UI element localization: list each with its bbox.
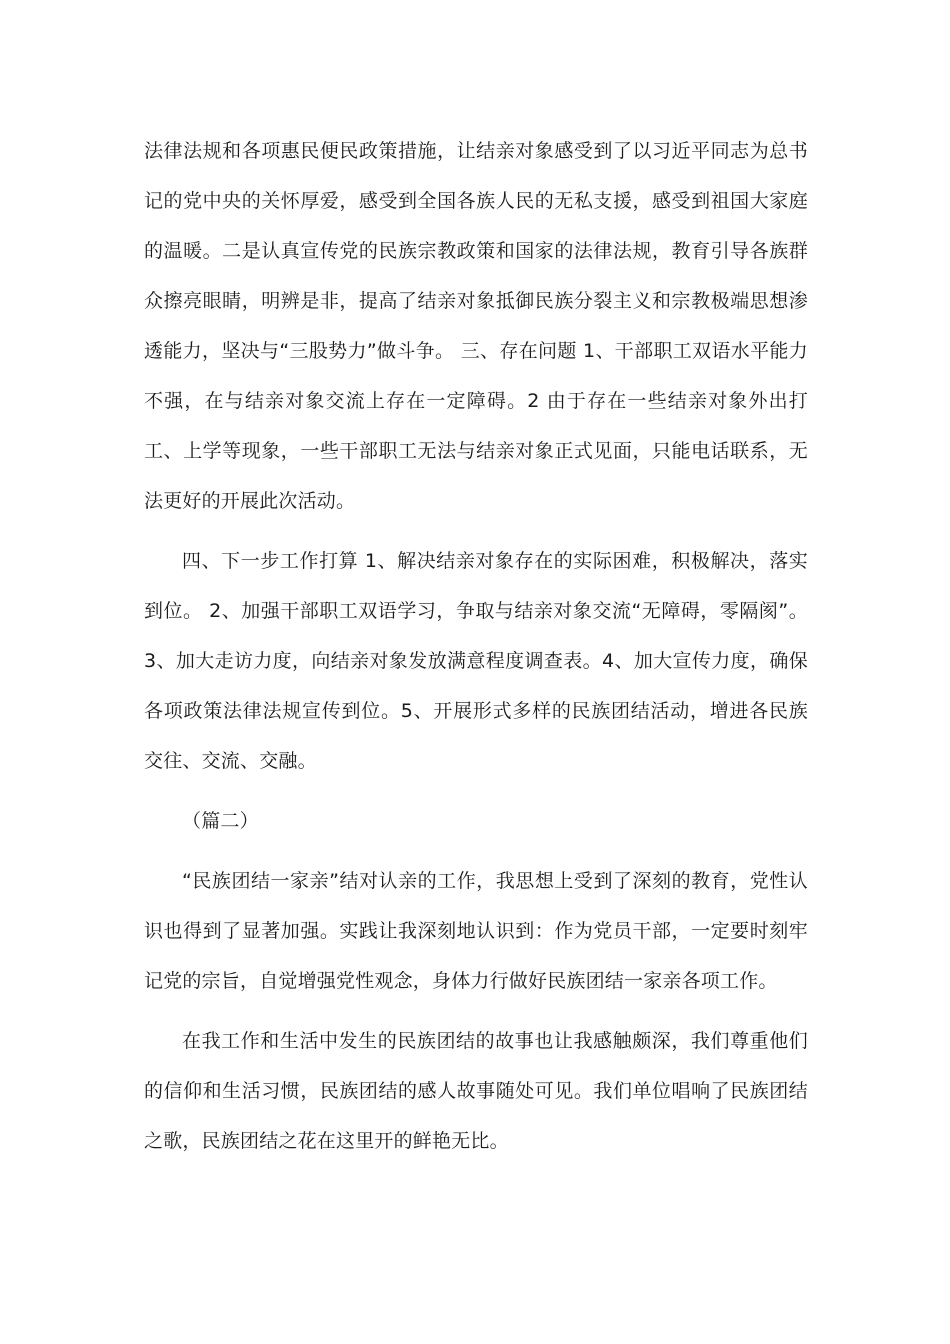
section-heading-part-two: （篇二）	[182, 810, 259, 832]
document-body	[144, 126, 808, 1166]
paragraph-part-two-intro: “民族团结一家亲”结对认亲的工作，我思想上受到了深刻的教育，党性认识也得到了显著加强。实践让我深刻地认识到：作为党员干部，一定要时刻牢记党的宗旨，自觉增强党性观念，身体力行做好民族团结一家亲各项工作。	[144, 870, 808, 992]
paragraph-next-steps: 四、下一步工作打算 1、解决结亲对象存在的实际困难，积极解决，落实到位。 2、加强干部职工双语学习，争取与结亲对象交流“无障碍，零隔阂”。3、加大走访力度，向结亲对象发放满意程度调查表。4、加大宣传力度，确保各项政策法律法规宣传到位。5、开展形式多样的民族团结活动，增进各民族交往、交流、交融。	[144, 550, 808, 772]
paragraph-unity-stories: 在我工作和生活中发生的民族团结的故事也让我感触颇深，我们尊重他们的信仰和生活习惯，民族团结的感人故事随处可见。我们单位唱响了民族团结之歌，民族团结之花在这里开的鲜艳无比。	[144, 1030, 808, 1152]
paragraph-continued: 法律法规和各项惠民便民政策措施，让结亲对象感受到了以习近平同志为总书记的党中央的关怀厚爱，感受到全国各族人民的无私支援，感受到祖国大家庭的温暖。二是认真宣传党的民族宗教政策和国家的法律法规，教育引导各族群众擦亮眼睛，明辨是非，提高了结亲对象抵御民族分裂主义和宗教极端思想渗透能力，坚决与“三股势力”做斗争。 三、存在问题 1、干部职工双语水平能力不强，在与结亲对象交流上存在一定障碍。2 由于存在一些结亲对象外出打工、上学等现象，一些干部职工无法与结亲对象正式见面，只能电话联系，无法更好的开展此次活动。	[144, 140, 808, 512]
